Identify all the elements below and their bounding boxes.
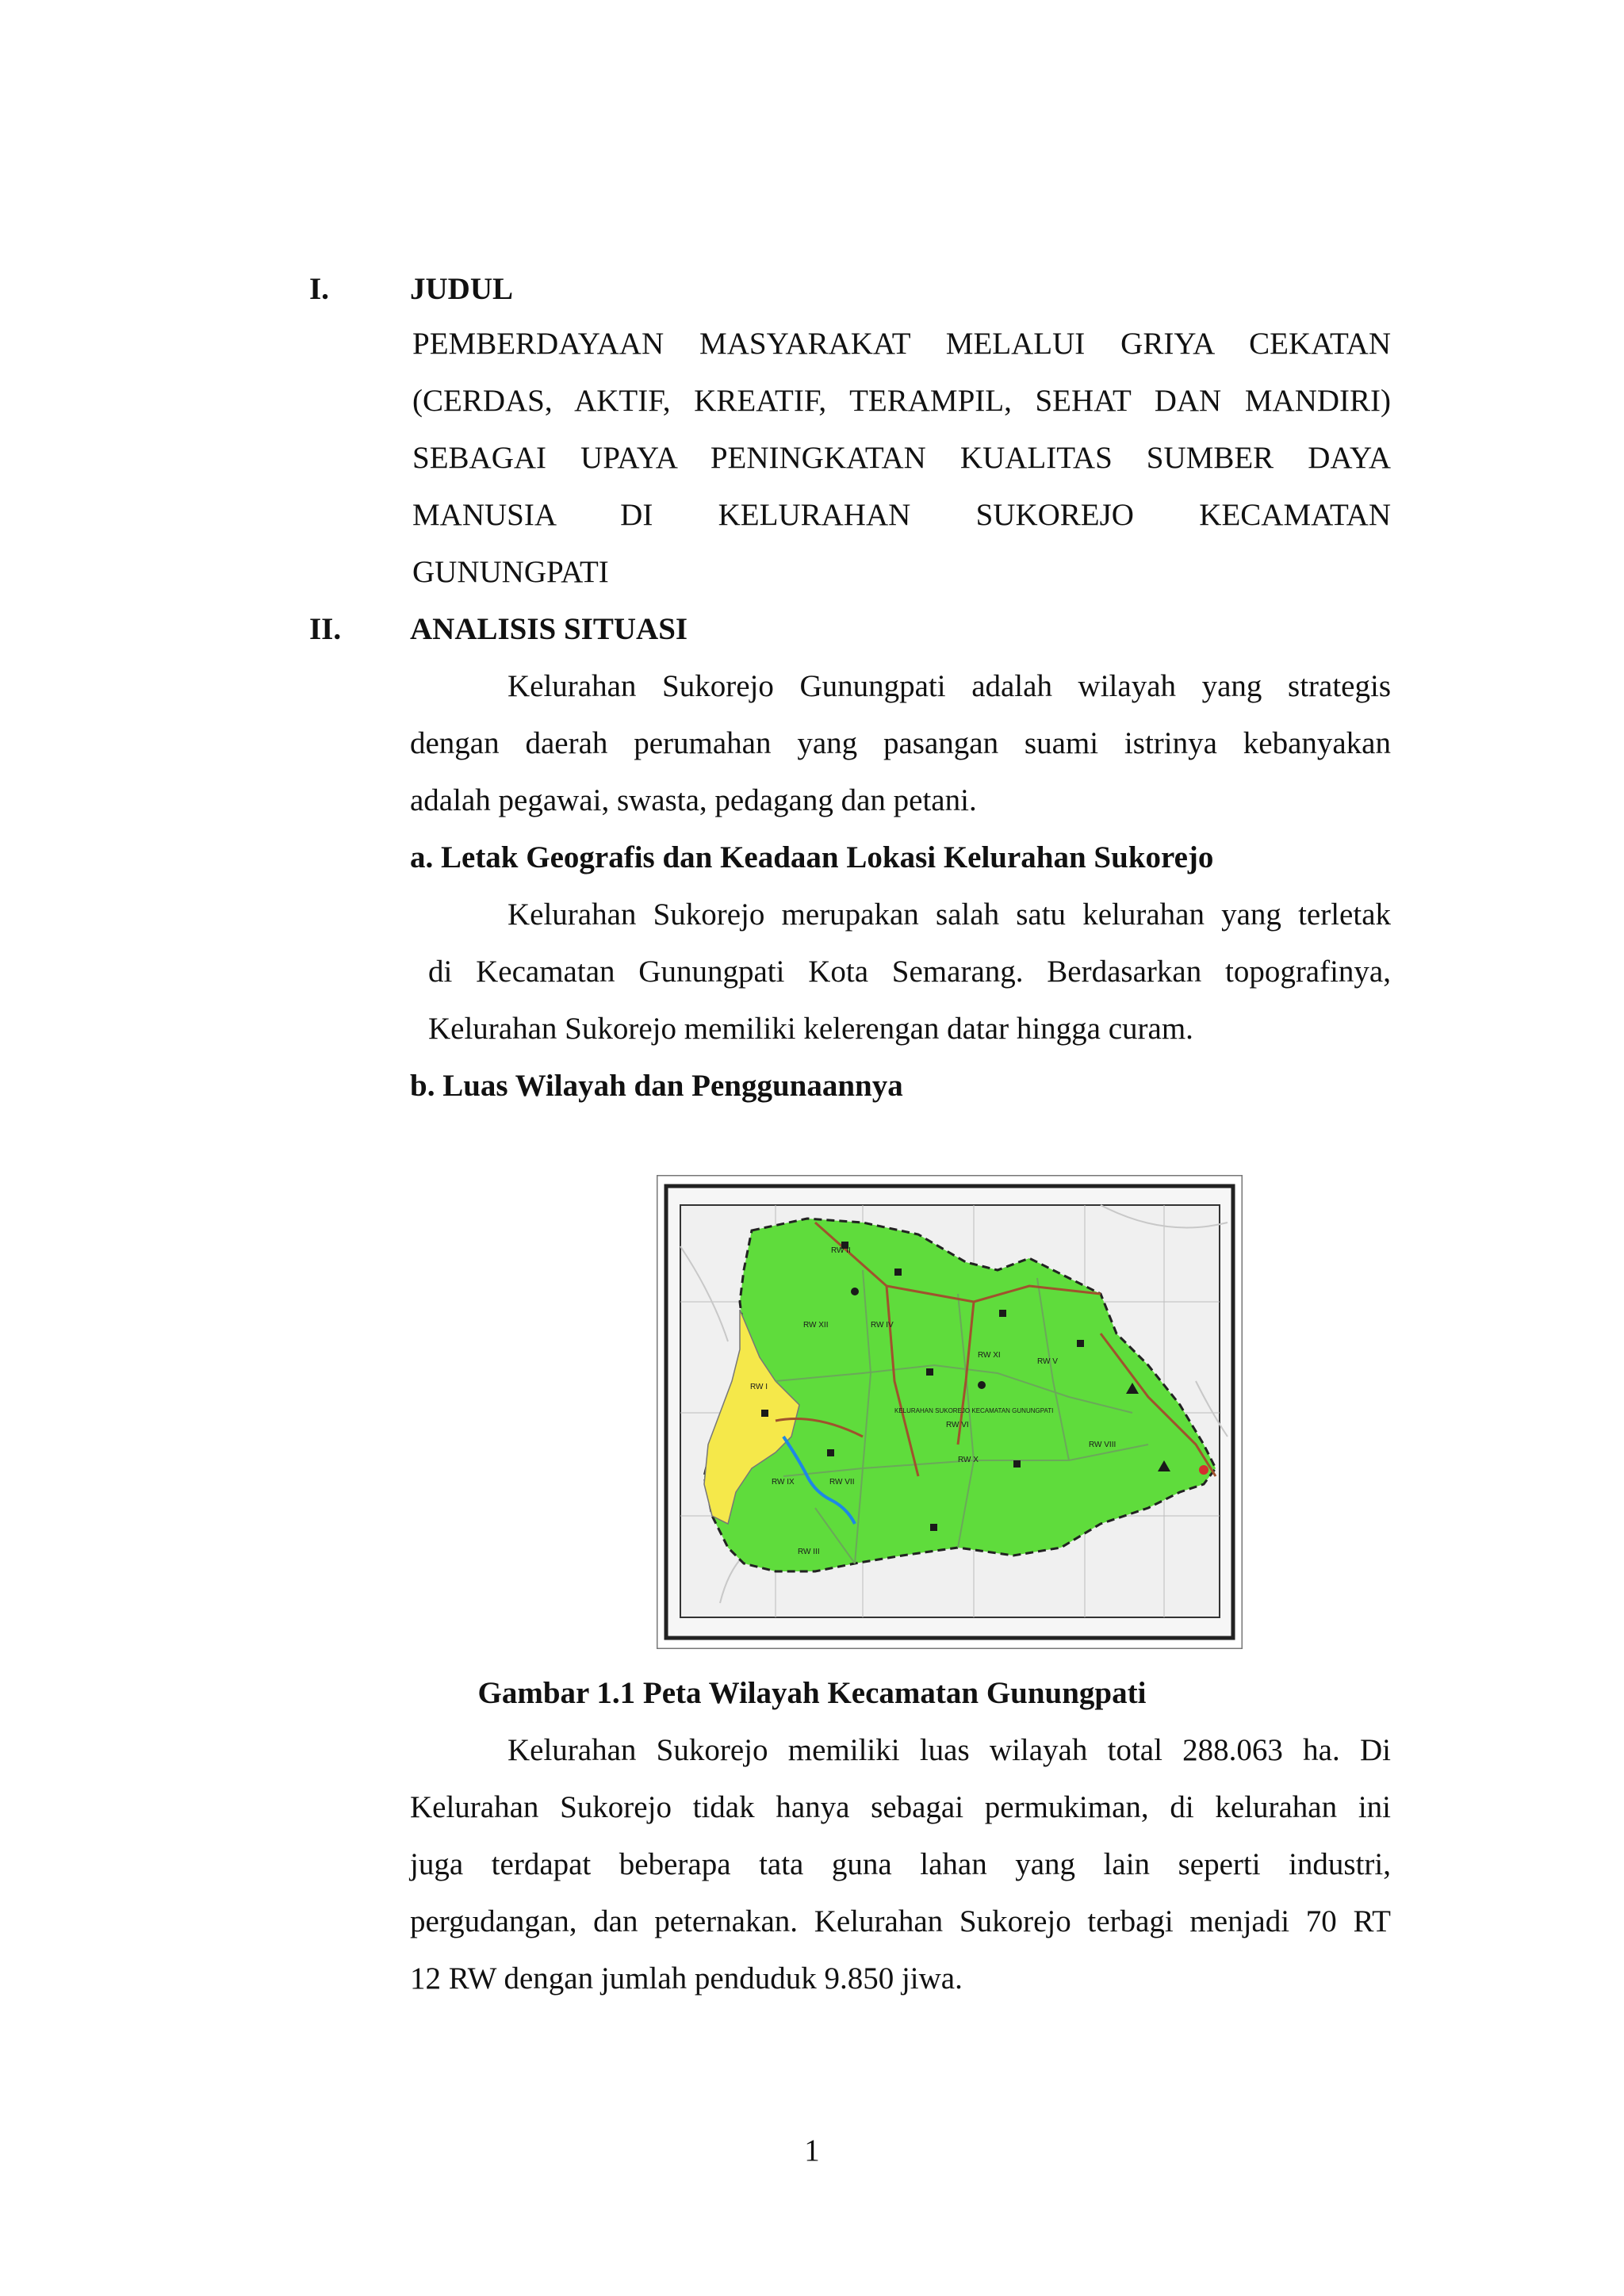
rw-label: RW IV bbox=[871, 1321, 894, 1330]
rw-label: RW VIII bbox=[1089, 1441, 1116, 1449]
rw-label: RW VI bbox=[946, 1421, 969, 1429]
sub-b-line-5: 12 RW dengan jumlah penduduk 9.850 jiwa. bbox=[410, 1961, 963, 1996]
rw-label: RW I bbox=[750, 1383, 768, 1391]
rw-label: RW XII bbox=[803, 1321, 829, 1330]
subsection-a-heading: a. Letak Geografis dan Keadaan Lokasi Kelurahan Sukorejo bbox=[410, 840, 1214, 874]
section-1-heading: JUDUL bbox=[410, 272, 514, 306]
intro-line-2: dengan daerah perumahan yang pasangan suami istrinya kebanyakan bbox=[410, 726, 1391, 760]
title-line-3: SEBAGAI UPAYA PENINGKATAN KUALITAS SUMBER DAYA bbox=[412, 441, 1391, 475]
rw-label: RW III bbox=[798, 1548, 820, 1556]
map-central-label: KELURAHAN SUKOREJO KECAMATAN GUNUNGPATI bbox=[894, 1407, 1054, 1414]
section-1-numeral: I. bbox=[309, 272, 329, 306]
intro-line-1: Kelurahan Sukorejo Gunungpati adalah wilayah yang strategis bbox=[508, 669, 1391, 703]
rw-label: RW IX bbox=[772, 1478, 795, 1487]
section-2-heading: ANALISIS SITUASI bbox=[410, 612, 688, 646]
sub-a-line-1: Kelurahan Sukorejo merupakan salah satu kelurahan yang terletak bbox=[508, 897, 1391, 932]
sub-b-line-1: Kelurahan Sukorejo memiliki luas wilayah total 288.063 ha. Di bbox=[508, 1733, 1391, 1767]
sub-a-line-3: Kelurahan Sukorejo memiliki kelerengan datar hingga curam. bbox=[428, 1012, 1193, 1046]
rw-label: RW V bbox=[1037, 1357, 1058, 1366]
sub-a-line-2: di Kecamatan Gunungpati Kota Semarang. Berdasarkan topografinya, bbox=[428, 955, 1391, 989]
landmark-dot bbox=[851, 1288, 859, 1295]
intro-line-3: adalah pegawai, swasta, pedagang dan petani. bbox=[410, 783, 977, 817]
section-2-numeral: II. bbox=[309, 612, 342, 646]
sub-b-line-3: juga terdapat beberapa tata guna lahan yang lain seperti industri, bbox=[410, 1847, 1391, 1881]
subsection-b-heading: b. Luas Wilayah dan Penggunaannya bbox=[410, 1069, 903, 1103]
rw-label: RW II bbox=[831, 1246, 851, 1255]
sub-b-line-2: Kelurahan Sukorejo tidak hanya sebagai permukiman, di kelurahan ini bbox=[410, 1790, 1391, 1824]
rw-label: RW XI bbox=[978, 1351, 1001, 1360]
map-figure bbox=[657, 1175, 1243, 1649]
title-line-1: PEMBERDAYAAN MASYARAKAT MELALUI GRIYA CEKATAN bbox=[412, 327, 1391, 361]
title-line-2: (CERDAS, AKTIF, KREATIF, TERAMPIL, SEHAT DAN MANDIRI) bbox=[412, 384, 1391, 418]
figure-caption: Gambar 1.1 Peta Wilayah Kecamatan Gunungpati bbox=[477, 1676, 1147, 1710]
rw-label: RW VII bbox=[829, 1478, 855, 1487]
sub-b-line-4: pergudangan, dan peternakan. Kelurahan Sukorejo terbagi menjadi 70 RT bbox=[410, 1904, 1391, 1938]
title-line-5: GUNUNGPATI bbox=[412, 555, 609, 589]
page-number: 1 bbox=[804, 2133, 820, 2168]
boundary-marker bbox=[1199, 1465, 1208, 1475]
title-line-4: MANUSIA DI KELURAHAN SUKOREJO KECAMATAN bbox=[412, 498, 1391, 532]
landmark-dot bbox=[978, 1381, 986, 1389]
rw-label: RW X bbox=[958, 1456, 979, 1464]
